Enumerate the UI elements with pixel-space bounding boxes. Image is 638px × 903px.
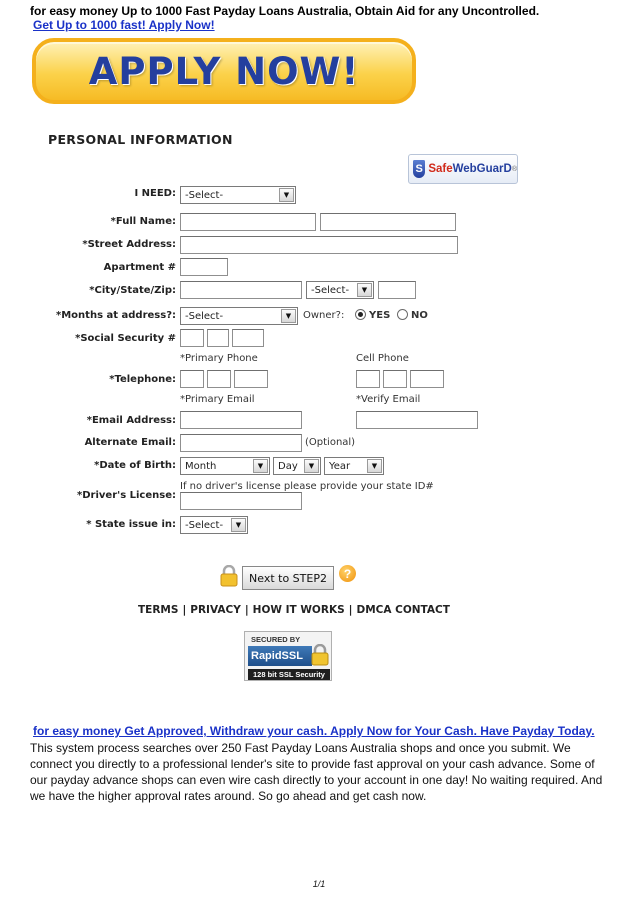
- license-hint: If no driver's license please provide your state ID#: [180, 481, 434, 492]
- terms-link[interactable]: TERMS: [138, 604, 179, 616]
- drivers-license-input[interactable]: [180, 492, 302, 510]
- ssl-security-level: 128 bit SSL Security: [248, 669, 330, 680]
- apply-now-link[interactable]: Get Up to 1000 fast! Apply Now!: [33, 18, 215, 32]
- how-it-works-link[interactable]: HOW IT WORKS: [252, 604, 345, 616]
- lock-icon: [220, 565, 238, 587]
- owner-no-radio[interactable]: [397, 309, 408, 320]
- state-issue-value: -Select-: [185, 519, 224, 531]
- state-select-value: -Select-: [311, 284, 350, 296]
- cell-prefix-input[interactable]: [383, 370, 407, 388]
- chevron-down-icon: ▼: [367, 459, 382, 473]
- ssn-part2-input[interactable]: [207, 329, 229, 347]
- dob-day-select[interactable]: [273, 457, 321, 475]
- padlock-icon: [311, 644, 329, 666]
- primary-phone-label: *Primary Phone: [180, 353, 258, 364]
- verify-email-label: *Verify Email: [356, 394, 421, 405]
- phone-prefix-input[interactable]: [207, 370, 231, 388]
- label-telephone: *Telephone:: [109, 374, 176, 385]
- label-full-name: *Full Name:: [110, 216, 176, 227]
- description-paragraph: This system process searches over 250 Fast Payday Loans Australia shops and once you submit. We connect you directly to a professional lender's site to provide fast approval on your cash advance. Some of our payday advance shops can even wire cash directly to your account in one day! No waiting required. And we have the higher approval rates around. So go ahead and get cash now.: [30, 741, 603, 803]
- label-months-at-address: *Months at address?:: [56, 310, 176, 321]
- footer-separator: |: [182, 604, 187, 616]
- label-ssn: *Social Security #: [75, 333, 176, 344]
- cell-phone-label: Cell Phone: [356, 353, 409, 364]
- page-number: 1/1: [312, 879, 326, 889]
- state-issue-select[interactable]: [180, 516, 248, 534]
- dob-year-value: Year: [329, 460, 351, 472]
- ssn-part1-input[interactable]: [180, 329, 204, 347]
- primary-email-label: *Primary Email: [180, 394, 255, 405]
- email-input[interactable]: [180, 411, 302, 429]
- months-select[interactable]: [180, 307, 298, 325]
- footer-separator: |: [244, 604, 249, 616]
- label-need: I NEED:: [134, 188, 176, 199]
- owner-label: Owner?:: [303, 310, 345, 321]
- label-street-address: *Street Address:: [82, 239, 176, 250]
- get-approved-link[interactable]: for easy money Get Approved, Withdraw your cash. Apply Now for Your Cash. Have Payday Today.: [33, 724, 595, 738]
- apartment-input[interactable]: [180, 258, 228, 276]
- owner-yes-radio[interactable]: [355, 309, 366, 320]
- ssl-secured-by: SECURED BY: [251, 635, 301, 644]
- owner-yes-label: YES: [369, 310, 391, 321]
- dob-month-select[interactable]: [180, 457, 270, 475]
- phone-line-input[interactable]: [234, 370, 268, 388]
- label-email: *Email Address:: [86, 415, 176, 426]
- shield-icon: S: [413, 160, 425, 178]
- dob-year-select[interactable]: [324, 457, 384, 475]
- next-step-button[interactable]: Next to STEP2: [242, 566, 334, 590]
- street-address-input[interactable]: [180, 236, 458, 254]
- section-title: PERSONAL INFORMATION: [48, 132, 233, 147]
- apply-now-banner-label: APPLY NOW!: [88, 49, 360, 93]
- months-select-value: -Select-: [185, 310, 224, 322]
- need-select[interactable]: [180, 186, 296, 204]
- state-select[interactable]: [306, 281, 374, 299]
- label-city-state-zip: *City/State/Zip:: [89, 285, 176, 296]
- help-icon[interactable]: ?: [339, 565, 356, 582]
- first-name-input[interactable]: [180, 213, 316, 231]
- label-alternate-email: Alternate Email:: [84, 437, 176, 448]
- badge-mark: ®: [511, 165, 517, 173]
- dob-month-value: Month: [185, 460, 217, 472]
- chevron-down-icon: ▼: [231, 518, 246, 532]
- chevron-down-icon: ▼: [304, 459, 319, 473]
- label-state-issue: * State issue in:: [86, 519, 176, 530]
- chevron-down-icon: ▼: [357, 283, 372, 297]
- alternate-email-input[interactable]: [180, 434, 302, 452]
- label-apartment: Apartment #: [103, 262, 176, 273]
- safewebguard-badge: [408, 154, 518, 184]
- footer-separator: |: [348, 604, 353, 616]
- cell-line-input[interactable]: [410, 370, 444, 388]
- apply-now-banner-button[interactable]: [32, 38, 416, 104]
- optional-note: (Optional): [305, 437, 356, 448]
- chevron-down-icon: ▼: [281, 309, 296, 323]
- rapidssl-badge: [244, 631, 332, 681]
- chevron-down-icon: ▼: [253, 459, 268, 473]
- zip-input[interactable]: [378, 281, 416, 299]
- need-select-value: -Select-: [185, 189, 224, 201]
- last-name-input[interactable]: [320, 213, 456, 231]
- dob-day-value: Day: [278, 460, 298, 472]
- badge-brand-a: Safe: [428, 163, 453, 175]
- cell-area-input[interactable]: [356, 370, 380, 388]
- footer-links: [138, 604, 450, 616]
- label-drivers-license: *Driver's License:: [77, 490, 176, 501]
- chevron-down-icon: ▼: [279, 188, 294, 202]
- owner-no-label: NO: [411, 310, 428, 321]
- page-title: for easy money Up to 1000 Fast Payday Loans Australia, Obtain Aid for any Uncontrolled.: [30, 4, 540, 18]
- ssn-part3-input[interactable]: [232, 329, 264, 347]
- privacy-link[interactable]: PRIVACY: [190, 604, 241, 616]
- verify-email-input[interactable]: [356, 411, 478, 429]
- ssl-brand: RapidSSL: [248, 646, 312, 666]
- phone-area-input[interactable]: [180, 370, 204, 388]
- dmca-contact-link[interactable]: DMCA CONTACT: [356, 604, 450, 616]
- city-input[interactable]: [180, 281, 302, 299]
- badge-brand-b: WebGuarD: [452, 163, 512, 175]
- label-date-of-birth: *Date of Birth:: [94, 460, 176, 471]
